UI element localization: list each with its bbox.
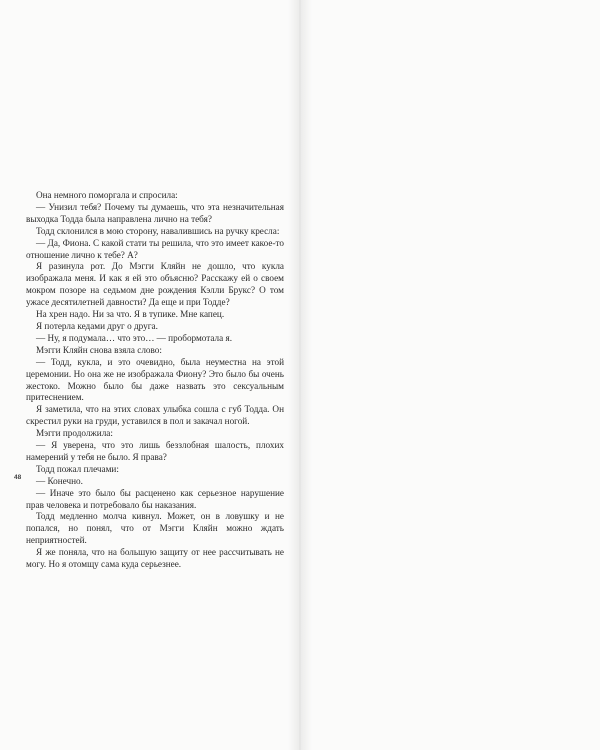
- paragraph: — Да, Фиона. С какой стати ты решила, что это имеет какое-то отношение лично к тебе? А?: [26, 237, 284, 260]
- paragraph: — Тодд, кукла, и это очевидно, была неуместна на этой церемонии. Но она же не изображала Фиону? Это было бы очень жестоко. Можно было бы даже назвать это сексуальным притеснением.: [26, 356, 284, 403]
- paragraph: Тодд пожал плечами:: [36, 463, 119, 474]
- paragraph: Она немного поморгала и спросила:: [36, 190, 178, 200]
- paragraph: Тодд склонился в мою сторону, навалившись на ручку кресла:: [36, 225, 280, 236]
- paragraph: На хрен надо. Ни за что. Я в тупике. Мне капец.: [36, 309, 225, 320]
- left-page-text: [26, 190, 284, 571]
- right-page: [300, 0, 600, 750]
- paragraph: — Унизил тебя? Почему ты думаешь, что эта незначительная выходка Тодда была направлена лично на тебя?: [26, 201, 284, 224]
- paragraph: Тодд медленно молча кивнул. Может, он в ловушку и не попался, но понял, что от Мэгги Кляйн можно ждать неприятностей.: [26, 511, 284, 546]
- paragraph: — Конечно.: [36, 475, 83, 486]
- paragraph: Мэгги Кляйн снова взяла слово:: [36, 344, 162, 355]
- paragraph: Я разинула рот. До Мэгги Кляйн не дошло, что кукла изображала меня. И как я ей это объясню? Расскажу ей о своем мокром позоре на седьмом дне рождения Кэлли Брукс? О том ужасе десятилетней давности? Да еще и при Тодде?: [26, 261, 284, 308]
- paragraph: — Иначе это было бы расценено как серьезное нарушение прав человека и потребовало бы наказания.: [26, 487, 284, 510]
- paragraph: Я же поняла, что на большую защиту от нее рассчитывать не могу. Но я отомщу сама куда серьезнее.: [26, 547, 284, 570]
- left-page-number: 48: [14, 474, 22, 481]
- paragraph: Я потерла кедами друг о друга.: [36, 320, 158, 331]
- paragraph: Мэгги продолжила:: [36, 428, 113, 439]
- paragraph: — Ну, я подумала… что это… — пробормотала я.: [36, 332, 233, 343]
- paragraph: — Я уверена, что это лишь беззлобная шалость, плохих намерений у тебя не было. Я права?: [26, 440, 284, 462]
- paragraph: Я заметила, что на этих словах улыбка сошла с губ Тодда. Он скрестил руки на груди, уставился в пол и закачал ногой.: [26, 404, 284, 427]
